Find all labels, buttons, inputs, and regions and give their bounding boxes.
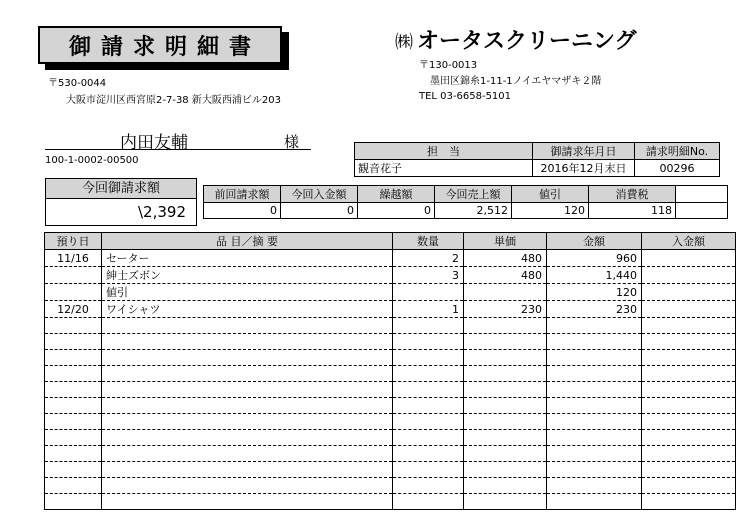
- row-date: [45, 430, 102, 446]
- detail-header-date: 預り日: [45, 233, 102, 250]
- row-amount: 960: [547, 250, 642, 267]
- row-price: 230: [464, 301, 547, 318]
- summary-tax: 118: [589, 203, 676, 219]
- row-amount: 120: [547, 284, 642, 301]
- row-qty: [393, 350, 464, 366]
- table-row: [45, 462, 736, 478]
- row-amount: [547, 318, 642, 334]
- row-item: [102, 462, 393, 478]
- name-underline: [45, 149, 311, 150]
- table-row: [45, 267, 736, 284]
- row-qty: [393, 382, 464, 398]
- customer-address: 大阪市淀川区西宮原2-7-38 新大阪西浦ビル203: [66, 95, 281, 106]
- row-item: [102, 366, 393, 382]
- summary-header-blank: [676, 186, 728, 203]
- table-row: [45, 382, 736, 398]
- company-address: 墨田区錦糸1-11-1ノイエヤマザキ２階: [430, 76, 602, 87]
- summary-header-carry: 繰越額: [358, 186, 435, 203]
- customer-honorific: 様: [284, 133, 300, 151]
- company-postal: 〒130-0013: [419, 60, 478, 71]
- row-amount: [547, 462, 642, 478]
- row-amount: [547, 398, 642, 414]
- row-qty: [393, 446, 464, 462]
- row-payment: [642, 494, 736, 510]
- row-amount: 1,440: [547, 267, 642, 284]
- document-title: 御請求明細書: [68, 34, 261, 60]
- info-header-number: 請求明細No.: [635, 143, 720, 160]
- title-box: [38, 26, 282, 64]
- customer-code: 100-1-0002-00500: [45, 155, 139, 166]
- row-date: [45, 318, 102, 334]
- row-date: [45, 446, 102, 462]
- row-date: [45, 462, 102, 478]
- table-row: [45, 334, 736, 350]
- customer-postal: 〒530-0044: [48, 78, 107, 89]
- row-price: [464, 366, 547, 382]
- info-number: 00296: [635, 160, 720, 177]
- detail-header-item: 品 目／摘 要: [102, 233, 393, 250]
- row-item: [102, 382, 393, 398]
- info-staff: 観音花子: [355, 160, 533, 177]
- row-payment: [642, 284, 736, 301]
- row-payment: [642, 301, 736, 318]
- row-date: [45, 414, 102, 430]
- row-qty: [393, 334, 464, 350]
- row-price: [464, 382, 547, 398]
- table-row: [45, 250, 736, 267]
- company-name: オータスクリーニング: [417, 29, 637, 54]
- row-qty: [393, 462, 464, 478]
- row-item: セーター: [102, 250, 393, 267]
- detail-header-qty: 数量: [393, 233, 464, 250]
- row-payment: [642, 350, 736, 366]
- summary-header-tax: 消費税: [589, 186, 676, 203]
- info-header-staff: 担 当: [355, 143, 533, 160]
- row-price: [464, 414, 547, 430]
- table-row: [45, 430, 736, 446]
- row-amount: [547, 382, 642, 398]
- summary-header-sales: 今回売上額: [435, 186, 512, 203]
- row-item: 紳士ズボン: [102, 267, 393, 284]
- row-price: [464, 334, 547, 350]
- summary-header-paid: 今回入金額: [281, 186, 358, 203]
- company-name-block: [395, 24, 637, 55]
- detail-header-payment: 入金額: [642, 233, 736, 250]
- row-item: [102, 318, 393, 334]
- row-date: [45, 334, 102, 350]
- summary-table: [203, 185, 728, 219]
- row-payment: [642, 462, 736, 478]
- summary-sales: 2,512: [435, 203, 512, 219]
- row-date: [45, 382, 102, 398]
- row-date: [45, 366, 102, 382]
- total-value: \2,392: [138, 203, 186, 221]
- row-qty: [393, 284, 464, 301]
- row-price: [464, 350, 547, 366]
- row-amount: [547, 494, 642, 510]
- row-price: 480: [464, 250, 547, 267]
- detail-table: [44, 232, 736, 510]
- table-row: [45, 414, 736, 430]
- info-table: [354, 142, 720, 177]
- company-tel: TEL 03-6658-5101: [419, 91, 512, 102]
- row-payment: [642, 267, 736, 284]
- row-payment: [642, 478, 736, 494]
- row-price: [464, 398, 547, 414]
- row-item: [102, 350, 393, 366]
- summary-header-discount: 値引: [512, 186, 589, 203]
- row-payment: [642, 250, 736, 267]
- total-label: 今回御請求額: [46, 179, 196, 199]
- row-date: 11/16: [45, 250, 102, 267]
- table-row: [45, 284, 736, 301]
- row-qty: [393, 494, 464, 510]
- row-item: 値引: [102, 284, 393, 301]
- row-date: [45, 478, 102, 494]
- row-date: [45, 494, 102, 510]
- row-payment: [642, 318, 736, 334]
- row-qty: [393, 366, 464, 382]
- summary-header-prev: 前回請求額: [204, 186, 281, 203]
- row-item: [102, 478, 393, 494]
- row-qty: [393, 318, 464, 334]
- table-row: [45, 494, 736, 510]
- row-price: [464, 494, 547, 510]
- row-payment: [642, 334, 736, 350]
- summary-paid: 0: [281, 203, 358, 219]
- row-item: [102, 430, 393, 446]
- table-row: [45, 446, 736, 462]
- row-qty: [393, 430, 464, 446]
- summary-carry: 0: [358, 203, 435, 219]
- row-amount: [547, 334, 642, 350]
- row-amount: 230: [547, 301, 642, 318]
- info-date: 2016年12月末日: [533, 160, 635, 177]
- row-date: [45, 284, 102, 301]
- table-row: [45, 478, 736, 494]
- table-row: [45, 398, 736, 414]
- row-price: [464, 478, 547, 494]
- row-item: [102, 414, 393, 430]
- row-qty: 1: [393, 301, 464, 318]
- table-row: [45, 318, 736, 334]
- row-amount: [547, 414, 642, 430]
- row-payment: [642, 398, 736, 414]
- row-payment: [642, 430, 736, 446]
- row-amount: [547, 350, 642, 366]
- detail-header-price: 単価: [464, 233, 547, 250]
- detail-header-amount: 金額: [547, 233, 642, 250]
- summary-discount: 120: [512, 203, 589, 219]
- row-date: [45, 267, 102, 284]
- table-row: [45, 301, 736, 318]
- row-price: [464, 462, 547, 478]
- row-payment: [642, 446, 736, 462]
- row-amount: [547, 366, 642, 382]
- table-row: [45, 350, 736, 366]
- row-price: [464, 318, 547, 334]
- row-price: 480: [464, 267, 547, 284]
- row-price: [464, 430, 547, 446]
- row-qty: 3: [393, 267, 464, 284]
- info-header-date: 御請求年月日: [533, 143, 635, 160]
- table-row: [45, 366, 736, 382]
- row-qty: [393, 478, 464, 494]
- row-item: [102, 494, 393, 510]
- row-date: [45, 398, 102, 414]
- row-date: [45, 350, 102, 366]
- row-amount: [547, 430, 642, 446]
- row-payment: [642, 414, 736, 430]
- row-price: [464, 446, 547, 462]
- row-item: [102, 446, 393, 462]
- row-qty: 2: [393, 250, 464, 267]
- summary-blank: [676, 203, 728, 219]
- customer-name: 内田友輔: [120, 133, 188, 153]
- total-box: [45, 178, 197, 226]
- row-qty: [393, 414, 464, 430]
- company-prefix: ㈱: [395, 32, 413, 53]
- row-price: [464, 284, 547, 301]
- row-date: 12/20: [45, 301, 102, 318]
- row-amount: [547, 478, 642, 494]
- row-item: [102, 398, 393, 414]
- row-item: ワイシャツ: [102, 301, 393, 318]
- row-amount: [547, 446, 642, 462]
- row-payment: [642, 382, 736, 398]
- summary-prev: 0: [204, 203, 281, 219]
- row-qty: [393, 398, 464, 414]
- detail-header-row: [45, 233, 736, 250]
- row-payment: [642, 366, 736, 382]
- row-item: [102, 334, 393, 350]
